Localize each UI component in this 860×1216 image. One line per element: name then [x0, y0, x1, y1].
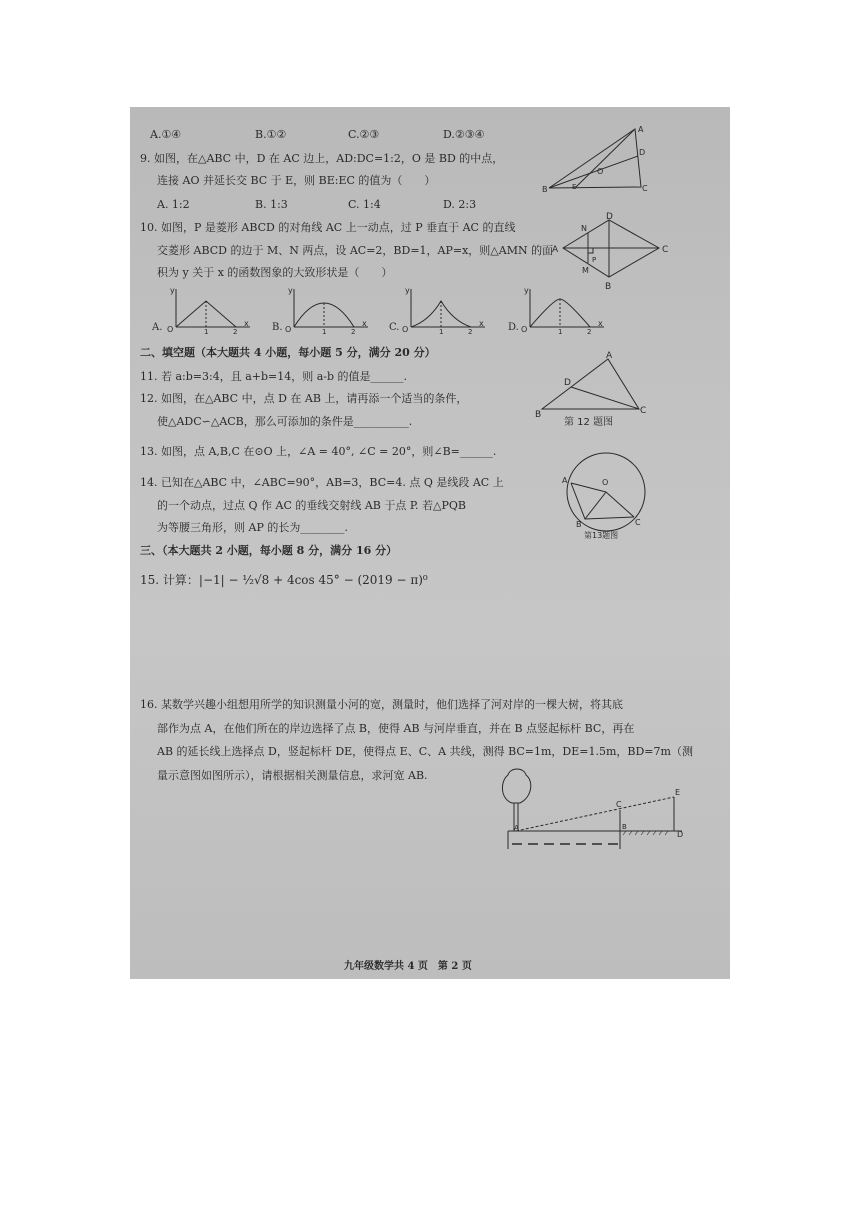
q9-option-d: D. 2:3 [443, 198, 477, 211]
q9-label-e: E [572, 183, 577, 191]
q16-line2: 部作为点 A，在他们所在的岸边选择了点 B，使得 AB 与河岸垂直，并在 B 点竖起标杆 BC，再在 [157, 722, 635, 735]
q10-graph-a [164, 285, 254, 335]
svg-text:y: y [170, 286, 175, 295]
q10-label-d: D [606, 212, 613, 222]
svg-text:1: 1 [204, 328, 209, 335]
svg-text:B: B [622, 823, 627, 831]
svg-text:x: x [598, 319, 603, 328]
q9-option-c: C. 1:4 [348, 198, 381, 211]
svg-text:y: y [524, 286, 529, 295]
q9-label-a: A [638, 125, 644, 134]
page-footer: 九年级数学共 4 页 第 2 页 [344, 961, 472, 972]
q10-graph-d-label: D. [508, 322, 519, 333]
q9-option-a: A. 1:2 [157, 198, 190, 211]
q13-caption: 第13题图 [584, 531, 619, 539]
q16-line3: AB 的延长线上选择点 D，竖起标杆 DE，使得点 E、C、A 共线，测得 BC=1m，DE=1.5m，BD=7m（测 [157, 745, 693, 758]
svg-text:E: E [675, 788, 681, 797]
q13-text: 13. 如图，点 A,B,C 在⊙O 上，∠A = 40°, ∠C = 20°，则∠B=______. [140, 445, 497, 458]
q14-line2: 的一个动点，过点 Q 作 AC 的垂线交射线 AB 于点 P. 若△PQB [157, 499, 467, 512]
svg-text:A: A [606, 351, 613, 361]
svg-text:1: 1 [558, 328, 563, 335]
svg-text:2: 2 [468, 328, 473, 335]
svg-text:D: D [677, 830, 684, 839]
svg-text:B: B [576, 520, 582, 529]
q12-line1: 12. 如图，在△ABC 中，点 D 在 AB 上，请再添一个适当的条件， [140, 392, 468, 405]
q10-line1: 10. 如图，P 是菱形 ABCD 的对角线 AC 上一动点，过 P 垂直于 AC 的直线 [140, 221, 516, 234]
q10-label-n: N [581, 224, 587, 233]
q14-line1: 14. 已知在△ABC 中，∠ABC=90°，AB=3，BC=4. 点 Q 是线段 AC 上 [140, 476, 504, 489]
q12-caption: 第 12 题图 [564, 417, 614, 428]
svg-text:C: C [635, 518, 641, 527]
q9-line2: 连接 AO 并延长交 BC 于 E，则 BE:EC 的值为（ ） [157, 174, 436, 187]
q9-label-d: D [639, 148, 646, 157]
svg-text:C: C [616, 800, 622, 809]
q16-line1: 16. 某数学兴趣小组想用所学的知识测量小河的宽，测量时，他们选择了河对岸的一棵大树，将其底 [140, 698, 623, 711]
q10-label-p: P [592, 256, 597, 264]
svg-text:A: A [514, 824, 519, 832]
q10-graph-b-label: B. [272, 322, 283, 333]
svg-text:O: O [521, 325, 528, 334]
q11-text: 11. 若 a:b=3:4，且 a+b=14，则 a-b 的值是______. [140, 370, 408, 383]
svg-text:2: 2 [351, 328, 356, 335]
q8-option-b: B.①② [255, 128, 287, 141]
q10-graph-c [399, 285, 489, 335]
q9-line1: 9. 如图，在△ABC 中，D 在 AC 边上，AD:DC=1:2，O 是 BD 的中点， [140, 152, 504, 165]
svg-text:y: y [405, 286, 410, 295]
svg-text:x: x [479, 319, 484, 328]
q10-graph-a-label: A. [152, 322, 163, 333]
q9-label-c: C [642, 184, 648, 193]
svg-text:1: 1 [322, 328, 327, 335]
q10-rhombus-figure [548, 211, 678, 291]
svg-text:y: y [288, 286, 293, 295]
svg-text:x: x [244, 319, 249, 328]
q12-triangle-figure [532, 351, 652, 431]
q9-label-b: B [542, 185, 548, 193]
svg-text:2: 2 [587, 328, 592, 335]
svg-text:2: 2 [233, 328, 238, 335]
section-2-heading: 二、填空题（本大题共 4 小题，每小题 5 分，满分 20 分） [140, 346, 436, 359]
q16-line4: 量示意图如图所示），请根据相关测量信息，求河宽 AB. [157, 769, 428, 782]
q8-option-d: D.②③④ [443, 128, 485, 141]
q10-line2: 交菱形 ABCD 的边于 M、N 两点，设 AC=2，BD=1，AP=x，则△AMN 的面 [157, 244, 554, 257]
svg-text:O: O [602, 478, 609, 487]
svg-text:O: O [402, 325, 409, 334]
q9-option-b: B. 1:3 [255, 198, 288, 211]
q12-line2: 使△ADC∽△ACB，那么可添加的条件是__________. [157, 415, 413, 428]
q10-label-b: B [605, 282, 612, 291]
svg-text:D: D [564, 378, 571, 388]
svg-text:B: B [535, 410, 542, 420]
q13-circle-figure [556, 447, 654, 539]
q10-label-m: M [582, 266, 589, 275]
svg-text:C: C [640, 406, 647, 416]
q15-expression: 15. 计算：|−1| − ½√8 + 4cos 45° − (2019 − π)⁰ [140, 573, 428, 587]
q10-label-a: A [552, 245, 559, 255]
exam-page [130, 107, 730, 979]
svg-text:O: O [167, 325, 174, 334]
q8-option-c: C.②③ [348, 128, 380, 141]
q10-line3: 积为 y 关于 x 的函数图象的大致形状是（ ） [157, 266, 393, 279]
q10-graph-d [518, 285, 608, 335]
svg-text:x: x [362, 319, 367, 328]
q9-triangle-figure [542, 123, 652, 193]
svg-text:A: A [562, 476, 568, 485]
section-3-heading: 三、（本大题共 2 小题，每小题 8 分，满分 16 分） [140, 544, 398, 557]
q9-label-o: O [597, 167, 604, 176]
q14-line3: 为等腰三角形，则 AP 的长为________. [157, 521, 348, 534]
svg-text:1: 1 [439, 328, 444, 335]
svg-text:O: O [285, 325, 292, 334]
q16-river-figure [492, 765, 692, 855]
q8-option-a: A.①④ [150, 128, 182, 141]
q10-label-c: C [662, 245, 669, 255]
q10-graph-c-label: C. [389, 322, 400, 333]
q10-graph-b [282, 285, 372, 335]
